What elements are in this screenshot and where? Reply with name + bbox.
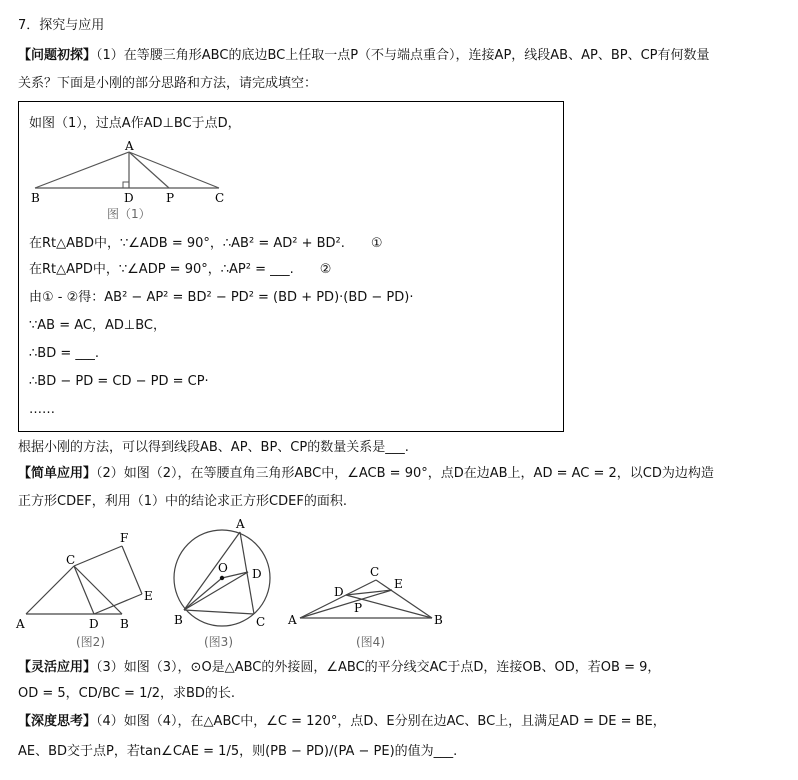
box-line-0: 如图（1），过点A作AD⊥BC于点D， bbox=[29, 116, 241, 131]
fig4-label-a: A bbox=[288, 613, 297, 627]
fig4-label-p: P bbox=[354, 601, 363, 615]
section-2-tag: 【简单应用】 bbox=[18, 466, 97, 481]
fig3-label-a: A bbox=[236, 517, 245, 531]
fig2-caption: (图2) bbox=[76, 635, 105, 649]
fig2-label-b: B bbox=[120, 617, 129, 631]
fig1-label-d: D bbox=[124, 191, 134, 205]
section-2-line-2: 正方形CDEF，利用（1）中的结论求正方形CDEF的面积. bbox=[18, 494, 347, 509]
section-1-text-1: （1）在等腰三角形ABC的底边BC上任取一点P（不与端点重合），连接AP，线段AB、AP、BP、CP有何数量 bbox=[96, 48, 710, 63]
section-3-line-1 bbox=[18, 658, 660, 678]
fig3-label-o: O bbox=[218, 561, 228, 575]
fig4-label-d: D bbox=[334, 585, 344, 599]
section-3-line-2: OD = 5，CD/BC = 1/2，求BD的长. bbox=[18, 686, 236, 701]
section-1-line-2: 关系？下面是小刚的部分思路和方法，请完成填空： bbox=[18, 76, 318, 91]
box-line-6: ∴BD − PD = CD − PD = CP· bbox=[29, 374, 209, 389]
fig1-label-a: A bbox=[125, 140, 134, 153]
box-line-3: 由① - ②得：AB² − AP² = BD² − PD² = (BD + PD)·(BD − PD)· bbox=[29, 290, 414, 305]
section-4-line-1 bbox=[18, 712, 666, 732]
figure-1 bbox=[29, 140, 229, 230]
box-line-1: 在Rt△ABD中，∵∠ADB = 90°，∴AB² = AD² + BD². ① bbox=[29, 236, 383, 251]
fig1-caption: 图（1） bbox=[107, 207, 151, 221]
box-line-7: …… bbox=[29, 402, 55, 417]
fig2-label-a: A bbox=[16, 617, 25, 631]
section-1-line-1 bbox=[18, 46, 710, 66]
fig4-caption: (图4) bbox=[356, 635, 385, 649]
fig3-caption: (图3) bbox=[204, 635, 233, 649]
fig3-label-d: D bbox=[252, 567, 262, 581]
fig3-label-c: C bbox=[256, 615, 266, 629]
fig3-label-b: B bbox=[174, 613, 183, 627]
section-3-text-1: （3）如图（3），⊙O是△ABC的外接圆，∠ABC的平分线交AC于点D，连接OB、OD，若OB = 9， bbox=[96, 660, 661, 675]
box-line-2: 在Rt△APD中，∵∠ADP = 90°，∴AP² = ___. ② bbox=[29, 262, 332, 277]
section-4-line-2: AE、BD交于点P，若tan∠CAE = 1/5，则(PB − PD)/(PA − PE)的值为___. bbox=[18, 744, 458, 759]
fig2-label-c: C bbox=[66, 553, 76, 567]
fig4-label-e: E bbox=[394, 577, 403, 591]
fig1-label-c: C bbox=[215, 191, 225, 205]
figure-3 bbox=[168, 516, 278, 652]
section-2-text-1: （2）如图（2），在等腰直角三角形ABC中，∠ACB = 90°，点D在边AB上，AD = AC = 2，以CD为边构造 bbox=[96, 466, 714, 481]
fig1-label-p: P bbox=[166, 191, 175, 205]
fig4-label-c: C bbox=[370, 565, 380, 579]
figure-2 bbox=[14, 528, 164, 650]
fig2-label-d: D bbox=[89, 617, 99, 631]
fig4-label-b: B bbox=[434, 613, 443, 627]
section-2-line-1 bbox=[18, 464, 714, 484]
box-line-4: ∵AB = AC，AD⊥BC， bbox=[29, 318, 166, 333]
section-1-tag: 【问题初探】 bbox=[18, 48, 97, 63]
figure-4 bbox=[284, 562, 454, 652]
after-box-text: 根据小刚的方法，可以得到线段AB、AP、BP、CP的数量关系是___. bbox=[18, 440, 409, 455]
section-3-tag: 【灵活应用】 bbox=[18, 660, 97, 675]
fig2-label-f: F bbox=[120, 531, 129, 545]
solution-box bbox=[18, 101, 564, 432]
box-line-5: ∴BD = ___. bbox=[29, 346, 99, 361]
fig2-label-e: E bbox=[144, 589, 153, 603]
problem-number: 7．探究与应用 bbox=[18, 18, 105, 33]
section-4-tag: 【深度思考】 bbox=[18, 714, 97, 729]
section-4-text-1: （4）如图（4），在△ABC中，∠C = 120°，点D、E分别在边AC、BC上，且满足AD = DE = BE， bbox=[96, 714, 666, 729]
fig1-label-b: B bbox=[31, 191, 40, 205]
